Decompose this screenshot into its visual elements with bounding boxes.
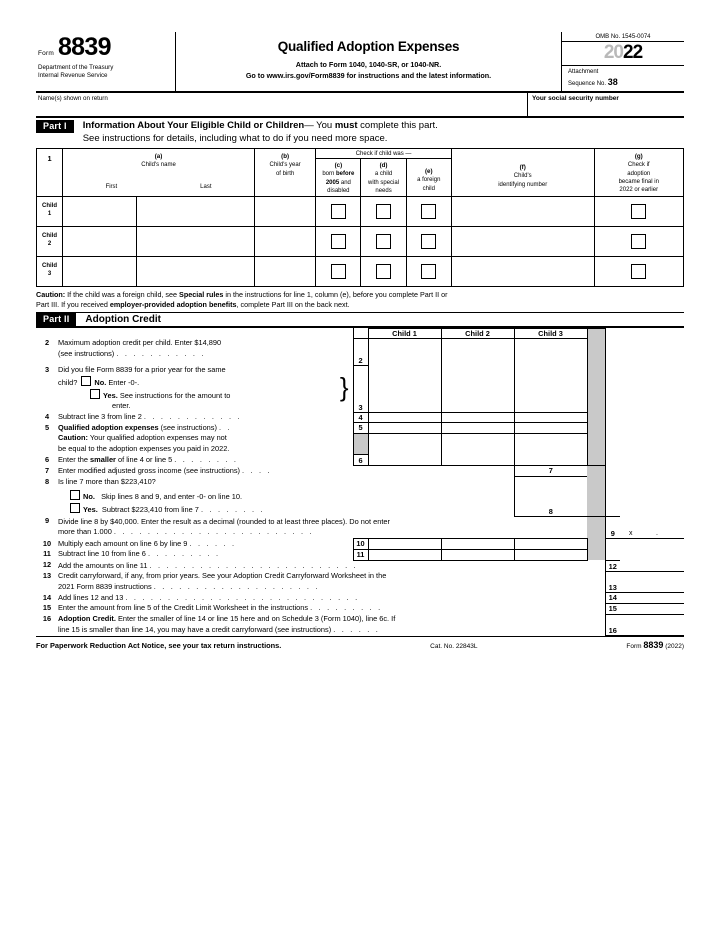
child-2-column-header: Child 2 — [441, 328, 514, 338]
line-3-no-checkbox[interactable] — [81, 376, 91, 386]
ssn-label: Your social security number — [532, 94, 619, 102]
child-3-col-d-checkbox-cell[interactable] — [361, 256, 406, 286]
line-7-box-number: 7 — [514, 466, 587, 477]
omb-block — [561, 32, 684, 91]
line-15-box-number: 15 — [605, 603, 620, 614]
line-16-number: 16 — [42, 614, 52, 624]
line-5-child-3-input[interactable] — [514, 423, 587, 434]
child-2-last-name-input[interactable] — [137, 226, 255, 256]
line-8-box-number: 8 — [514, 477, 587, 516]
line-12-description — [58, 560, 587, 571]
caution-text-3: Part III. If you received — [36, 300, 110, 310]
line-8-yes-label: Yes. — [83, 505, 98, 515]
child-1-first-name-input[interactable] — [63, 196, 137, 226]
line-14-description — [58, 593, 587, 604]
line-10-child-2-input[interactable] — [441, 539, 514, 550]
child-2-birth-year-input[interactable] — [254, 226, 315, 256]
col-a-last-label: Last — [200, 183, 212, 190]
col-a-header — [63, 149, 255, 197]
catalog-number: Cat. No. 22843L — [430, 643, 478, 651]
line-5-number: 5 — [44, 422, 50, 432]
line-3-box-number: 3 — [353, 365, 368, 412]
col-c-header — [316, 159, 361, 197]
child-1-disabled-checkbox[interactable] — [331, 204, 346, 219]
table-row — [37, 196, 684, 226]
line-10-row — [36, 539, 684, 550]
line-5-child-1-input[interactable] — [368, 423, 441, 434]
line-8-description — [58, 477, 514, 516]
line-10-child-3-input[interactable] — [514, 539, 587, 550]
footer-form-number: 8839 — [643, 640, 664, 651]
line-13-amount-input[interactable] — [620, 571, 684, 592]
line-14-number: 14 — [42, 592, 52, 602]
attachment-label: Attachment — [568, 69, 599, 75]
line-5-caution-text-2: be equal to the adoption expenses you paid in 2022. — [58, 444, 230, 454]
name-label: Name(s) shown on return — [38, 94, 108, 102]
col-g-label-3: became final in — [618, 178, 659, 185]
line-4-description — [58, 412, 353, 423]
line-6-child-1-input-upper[interactable] — [368, 433, 441, 454]
line-11-number: 11 — [43, 549, 51, 559]
line-16-description — [58, 614, 587, 635]
line-2-amount-label — [353, 338, 368, 352]
col-c-letter: (c) — [334, 162, 343, 170]
line-4-number: 4 — [44, 412, 50, 421]
footer-form-year: (2022) — [665, 643, 684, 651]
form-header — [36, 32, 684, 93]
tax-year-block — [562, 42, 684, 66]
line-8-row — [36, 477, 684, 516]
col-g-label-4: 2022 or earlier — [619, 186, 659, 193]
line-11-child-2-input[interactable] — [441, 549, 514, 560]
col-f-label-1: Child's — [513, 173, 532, 180]
line-6-row — [36, 455, 684, 466]
part1-heading-tail: complete this part. — [357, 119, 438, 131]
col-c-l1-pre: born — [322, 171, 337, 178]
line-5-bold-text: Qualified adoption expenses — [58, 422, 159, 432]
line-6-child-2-input[interactable] — [441, 455, 514, 466]
line-15-row — [36, 603, 684, 614]
line-3-number: 3 — [44, 365, 50, 375]
line-2-leader-dots: . . . . . . . . . . . — [116, 348, 206, 358]
child-3-final-checkbox[interactable] — [631, 264, 646, 279]
child-2-first-name-input[interactable] — [63, 226, 137, 256]
line-8-yes-checkbox[interactable] — [70, 503, 80, 513]
line-6-leader-dots: . . . . . . . . — [174, 454, 239, 464]
line-6-child-3-input-upper[interactable] — [514, 433, 587, 454]
line-9-decimal-point: . — [656, 530, 658, 538]
line-12-row — [36, 560, 684, 571]
child-2-label — [37, 226, 63, 256]
part2-tag: Part II — [36, 313, 76, 326]
col-d-header — [361, 159, 406, 197]
child-1-last-name-input[interactable] — [137, 196, 255, 226]
line-6-bold-text: smaller — [90, 454, 116, 464]
col-d-letter: (d) — [379, 162, 388, 170]
line-3-yes-checkbox[interactable] — [90, 389, 100, 399]
child-1-identifying-number-input[interactable] — [451, 196, 594, 226]
child-3-identifying-number-input[interactable] — [451, 256, 594, 286]
form-identity-block — [36, 32, 176, 91]
child-2-col-c-checkbox-cell[interactable] — [316, 226, 361, 256]
line-3-yes-text-2: enter. — [112, 401, 131, 411]
line-14-text: Add lines 12 and 13 — [58, 592, 124, 602]
line-15-amount-input[interactable] — [620, 603, 684, 614]
line-16-box-number: 16 — [605, 614, 620, 635]
child-1-col-d-checkbox-cell[interactable] — [361, 196, 406, 226]
line-9-multiply-symbol: x — [629, 530, 633, 538]
part1-bar — [36, 118, 684, 145]
child-2-disabled-checkbox[interactable] — [331, 234, 346, 249]
line-16-text-2: line 15 is smaller than line 14, you may have a credit carryforward (see instructions) — [58, 624, 332, 634]
col-c-l2-bold: 2005 — [325, 179, 340, 186]
col-b-label-1: Child's year — [269, 162, 301, 169]
line-7-number: 7 — [44, 465, 50, 475]
line-6-box-number: 6 — [353, 455, 368, 466]
line-2-number: 2 — [44, 338, 50, 348]
line-5-child-2-input[interactable] — [441, 423, 514, 434]
child-3-label — [37, 256, 63, 286]
line-14-box-number: 14 — [605, 593, 620, 604]
line-15-text: Enter the amount from line 5 of the Credit Limit Worksheet in the instructions — [58, 603, 309, 613]
line-11-leader-dots: . . . . . . . . . — [147, 549, 221, 559]
col-f-header — [451, 149, 594, 197]
paperwork-notice: For Paperwork Reduction Act Notice, see your tax return instructions. — [36, 641, 282, 651]
line-3-text-2: child? — [58, 377, 78, 387]
line-13-description — [58, 571, 587, 592]
child-2-index: 2 — [47, 241, 52, 248]
form-label: Form — [38, 49, 54, 57]
child-columns-header-row — [36, 328, 684, 338]
line-10-child-1-input[interactable] — [368, 539, 441, 550]
line-2-row — [36, 338, 684, 352]
line-16-row — [36, 614, 684, 635]
col-a-label: Child's name — [141, 162, 176, 169]
part1-heading-dash: — You — [304, 119, 335, 131]
line-5-caution — [58, 433, 353, 454]
part2-title: Adoption Credit — [85, 313, 161, 325]
child-3-col-e-checkbox-cell[interactable] — [406, 256, 451, 286]
child-3-col-g-checkbox-cell[interactable] — [594, 256, 683, 286]
child-2-identifying-number-input[interactable] — [451, 226, 594, 256]
line-8-no-checkbox[interactable] — [70, 490, 80, 500]
line-8-text: Is line 7 more than $223,410? — [58, 476, 156, 486]
taxpayer-row — [36, 93, 684, 118]
col-a-first-label: First — [105, 183, 118, 190]
col-g-header — [594, 149, 683, 197]
line-11-child-3-input[interactable] — [514, 549, 587, 560]
line-5-description — [58, 423, 353, 434]
line-3-child-1-input[interactable] — [368, 365, 441, 412]
line-2-child-3-input[interactable] — [514, 338, 587, 365]
line-5-text: (see instructions) — [158, 422, 217, 432]
line-9-text-1: Divide line 8 by $40,000. Enter the result as a decimal (rounded to at least three places). Do not enter — [58, 516, 390, 526]
child-2-special-needs-checkbox[interactable] — [376, 234, 391, 249]
line-7-row — [36, 466, 684, 477]
child-1-label-text: Child — [42, 202, 58, 209]
line-15-description — [58, 603, 587, 614]
line-15-leader-dots: . . . . . . . . . — [310, 603, 383, 613]
line-5-row — [36, 423, 684, 434]
child-1-special-needs-checkbox[interactable] — [376, 204, 391, 219]
line-9-decimal-input[interactable] — [620, 516, 684, 538]
caution-text-4: , complete Part III on the back next. — [236, 300, 350, 310]
omb-number: OMB No. 1545-0074 — [562, 32, 684, 42]
child-2-col-g-checkbox-cell[interactable] — [594, 226, 683, 256]
line-4-box-number: 4 — [353, 412, 368, 423]
table-header-row — [37, 149, 684, 159]
child-1-col-g-checkbox-cell[interactable] — [594, 196, 683, 226]
line-10-text: Multiply each amount on line 6 by line 9 — [58, 538, 188, 548]
line-3-brace: } — [339, 371, 349, 402]
form-title-block — [176, 32, 561, 91]
website-instruction: Go to www.irs.gov/Form8839 for instructions and the latest information. — [245, 71, 492, 80]
form-number-block — [36, 32, 175, 60]
line-3-yes-text: See instructions for the amount to — [117, 390, 231, 400]
line-2-text-1: Maximum adoption credit per child. Enter $14,890 — [58, 338, 222, 348]
part1-caution — [36, 287, 684, 312]
line-3-no-label: No. — [94, 377, 107, 387]
line-8-no-label: No. — [83, 491, 95, 501]
caution-special-rules: Special rules — [179, 289, 224, 299]
line-12-number: 12 — [42, 560, 52, 570]
child-3-index: 3 — [47, 271, 52, 278]
part1-tag: Part I — [36, 120, 74, 133]
line-4-child-2-input[interactable] — [441, 412, 514, 423]
child-2-col-e-checkbox-cell[interactable] — [406, 226, 451, 256]
line-16-bold-text: Adoption Credit. — [58, 614, 116, 624]
line-13-box-number: 13 — [605, 571, 620, 592]
line-4-row — [36, 412, 684, 423]
line-6-child-1-input[interactable] — [368, 455, 441, 466]
line-3-row — [36, 365, 684, 412]
line-9-row — [36, 516, 684, 538]
line-10-number: 10 — [42, 538, 52, 548]
line-7-text: Enter modified adjusted gross income (see instructions) — [58, 466, 240, 476]
col-e-header — [406, 159, 451, 197]
child-3-disabled-checkbox[interactable] — [331, 264, 346, 279]
line-9-leader-dots: . . . . . . . . . . . . . . . . . . . . . . . . — [113, 527, 314, 537]
col-g-label-2: adoption — [627, 170, 651, 177]
adoption-credit-table — [36, 328, 684, 637]
department-line-1: Department of the Treasury — [38, 63, 114, 71]
line-6-child-3-input[interactable] — [514, 455, 587, 466]
line-4-text: Subtract line 3 from line 2 — [58, 412, 142, 421]
form-footer — [36, 636, 684, 650]
caution-label: Caution: — [36, 289, 66, 299]
line-9-description — [58, 516, 587, 538]
child-3-column-header: Child 3 — [514, 328, 587, 338]
child-1-col-e-checkbox-cell[interactable] — [406, 196, 451, 226]
line-12-leader-dots: . . . . . . . . . . . . . . . . . . . . . . . . . — [149, 560, 358, 570]
line-3-child-3-input[interactable] — [514, 365, 587, 412]
line-11-text: Subtract line 10 from line 6 — [58, 549, 146, 559]
child-1-birth-year-input[interactable] — [254, 196, 315, 226]
line-13-leader-dots: . . . . . . . . . . . . . . . . . . . . — [153, 582, 320, 592]
col-d-l3: needs — [375, 187, 392, 194]
child-1-index: 1 — [47, 211, 52, 218]
line-14-amount-input[interactable] — [620, 593, 684, 604]
line-11-child-1-input[interactable] — [368, 549, 441, 560]
col-d-l1: a child — [374, 171, 393, 178]
part2-bar — [36, 312, 684, 328]
line-8-leader-dots: . . . . . . . . — [200, 505, 265, 515]
line-5-caution-label: Caution: — [58, 433, 88, 443]
line-3-child-2-input[interactable] — [441, 365, 514, 412]
footer-form-id — [626, 640, 684, 650]
line-9-box-number: 9 — [605, 516, 620, 538]
table-row — [37, 226, 684, 256]
footer-form-label: Form — [626, 643, 642, 651]
line-4-child-3-input[interactable] — [514, 412, 587, 423]
line-16-amount-input[interactable] — [620, 614, 684, 635]
caution-employer-benefits: employer-provided adoption benefits — [109, 300, 237, 310]
line-9-number: 9 — [44, 516, 50, 526]
line-12-box-number: 12 — [605, 560, 620, 571]
line-6-text-2: of line 4 or line 5 — [115, 454, 173, 464]
child-3-foreign-checkbox[interactable] — [421, 264, 436, 279]
tax-year — [604, 42, 642, 63]
child-1-column-header: Child 1 — [368, 328, 441, 338]
line-6-text-1: Enter the — [58, 454, 91, 464]
line-3-yes-label: Yes. — [103, 390, 118, 400]
child-1-foreign-checkbox[interactable] — [421, 204, 436, 219]
line-12-text: Add the amounts on line 11 — [58, 560, 148, 570]
caution-text-1: If the child was a foreign child, see — [65, 289, 180, 299]
line-11-box-number: 11 — [353, 549, 368, 560]
tax-year-suffix: 22 — [623, 42, 643, 63]
line-13-text-2: 2021 Form 8839 instructions — [58, 582, 152, 592]
line-8-no-text: Skip lines 8 and 9, and enter -0- on line 10. — [101, 491, 243, 501]
col-a-letter: (a) — [154, 153, 163, 161]
child-2-foreign-checkbox[interactable] — [421, 234, 436, 249]
line-2-text-2: (see instructions) — [58, 348, 115, 358]
line-15-number: 15 — [42, 603, 52, 613]
child-1-col-c-checkbox-cell[interactable] — [316, 196, 361, 226]
part1-heading — [83, 120, 438, 145]
line-13-number: 13 — [42, 571, 52, 581]
line-5-box-number: 5 — [353, 423, 368, 434]
col-d-l2: with special — [368, 179, 400, 186]
form-number: 8839 — [57, 33, 111, 61]
name-field[interactable] — [36, 93, 528, 116]
line-16-text-1: Enter the smaller of line 14 or line 15 here and on Schedule 3 (Form 1040), line 6c. If — [115, 614, 396, 624]
child-2-label-text: Child — [42, 232, 58, 239]
child-1-label — [37, 196, 63, 226]
attachment-sequence-number: 38 — [607, 77, 618, 88]
child-3-label-text: Child — [42, 262, 58, 269]
line-2-description — [58, 338, 353, 365]
line-7-leader-dots: . . . . — [242, 466, 272, 476]
col-c-l1-bold: before — [336, 171, 355, 178]
check-group-label: Check if child was — — [355, 151, 412, 158]
col-b-letter: (b) — [281, 153, 290, 161]
col-e-l1: a foreign — [417, 177, 441, 184]
part1-heading-bold: Information About Your Eligible Child or Children — [82, 119, 305, 131]
line-13-row — [36, 571, 684, 592]
col-f-letter: (f) — [519, 164, 526, 172]
line-6-description — [58, 455, 353, 466]
department-block — [36, 60, 175, 84]
line-10-description — [58, 539, 353, 550]
col-e-letter: (e) — [424, 168, 433, 176]
col-b-header — [254, 149, 315, 197]
attachment-sequence-label: Sequence No. — [568, 81, 607, 88]
col-e-l2: child — [422, 185, 435, 192]
line-12-amount-input[interactable] — [620, 560, 684, 571]
eligible-children-table — [36, 148, 684, 287]
child-3-last-name-input[interactable] — [137, 256, 255, 286]
ssn-field[interactable] — [528, 93, 684, 116]
table-row — [37, 256, 684, 286]
line-4-child-1-input[interactable] — [368, 412, 441, 423]
line-13-text-1: Credit carryforward, if any, from prior years. See your Adoption Credit Carryforward Worksheet in the — [58, 571, 387, 581]
line-10-box-number: 10 — [353, 539, 368, 550]
line-6-number: 6 — [44, 454, 50, 464]
line-4-leader-dots: . . . . . . . . . . . . — [143, 412, 242, 421]
child-3-col-c-checkbox-cell[interactable] — [316, 256, 361, 286]
page-title: Qualified Adoption Expenses — [277, 39, 460, 54]
line-5-caution-text-1: Your qualified adoption expenses may not — [87, 433, 227, 443]
col-c-l2-post: and — [339, 179, 351, 186]
line-16-leader-dots: . . . . . . — [333, 624, 381, 634]
child-3-special-needs-checkbox[interactable] — [376, 264, 391, 279]
child-3-first-name-input[interactable] — [63, 256, 137, 286]
line-5-leader-dots: . . — [219, 422, 232, 432]
line-2-child-1-input[interactable] — [368, 338, 441, 365]
col-c-l3: disabled — [327, 187, 350, 194]
line-11-row — [36, 549, 684, 560]
col-g-label-1: Check if — [627, 162, 650, 169]
line-3-no-text: Enter -0-. — [106, 377, 140, 387]
check-group-header — [316, 149, 452, 159]
line-3-text-1: Did you file Form 8839 for a prior year for the same — [58, 365, 226, 375]
line-5-caution-row — [36, 433, 684, 454]
line-6-child-2-input-upper[interactable] — [441, 433, 514, 454]
line-8-yes-text: Subtract $223,410 from line 7 — [101, 505, 199, 515]
line-14-leader-dots: . . . . . . . . . . . . . . . . . . . . . . . . . . . . — [125, 592, 360, 602]
child-1-final-checkbox[interactable] — [631, 204, 646, 219]
part1-heading-must: must — [334, 119, 358, 131]
tax-year-prefix: 20 — [603, 42, 623, 63]
child-3-birth-year-input[interactable] — [254, 256, 315, 286]
attachment-block — [562, 66, 684, 91]
department-line-2: Internal Revenue Service — [38, 72, 108, 80]
line-2-child-2-input[interactable] — [441, 338, 514, 365]
col-g-letter: (g) — [634, 153, 643, 161]
part1-heading-line2: See instructions for details, including what to do if you need more space. — [82, 132, 388, 144]
caution-text-2: in the instructions for line 1, column (e), before you complete Part II or — [223, 289, 448, 299]
line-9-text-2: more than 1.000 — [58, 527, 112, 537]
line-7-description — [58, 466, 514, 477]
form-8839 — [36, 32, 684, 650]
attach-instruction: Attach to Form 1040, 1040-SR, or 1040-NR. — [295, 60, 442, 69]
child-2-final-checkbox[interactable] — [631, 234, 646, 249]
line-11-description — [58, 549, 353, 560]
line-2-box-number: 2 — [353, 352, 368, 366]
col-f-label-2: identifying number — [498, 181, 548, 188]
child-2-col-d-checkbox-cell[interactable] — [361, 226, 406, 256]
line-10-leader-dots: . . . . . . — [189, 538, 237, 548]
line-8-number: 8 — [44, 476, 50, 486]
col-b-label-2: of birth — [275, 170, 295, 177]
line-1-number: 1 — [37, 149, 63, 197]
line-14-row — [36, 593, 684, 604]
line-3-description — [58, 365, 353, 412]
